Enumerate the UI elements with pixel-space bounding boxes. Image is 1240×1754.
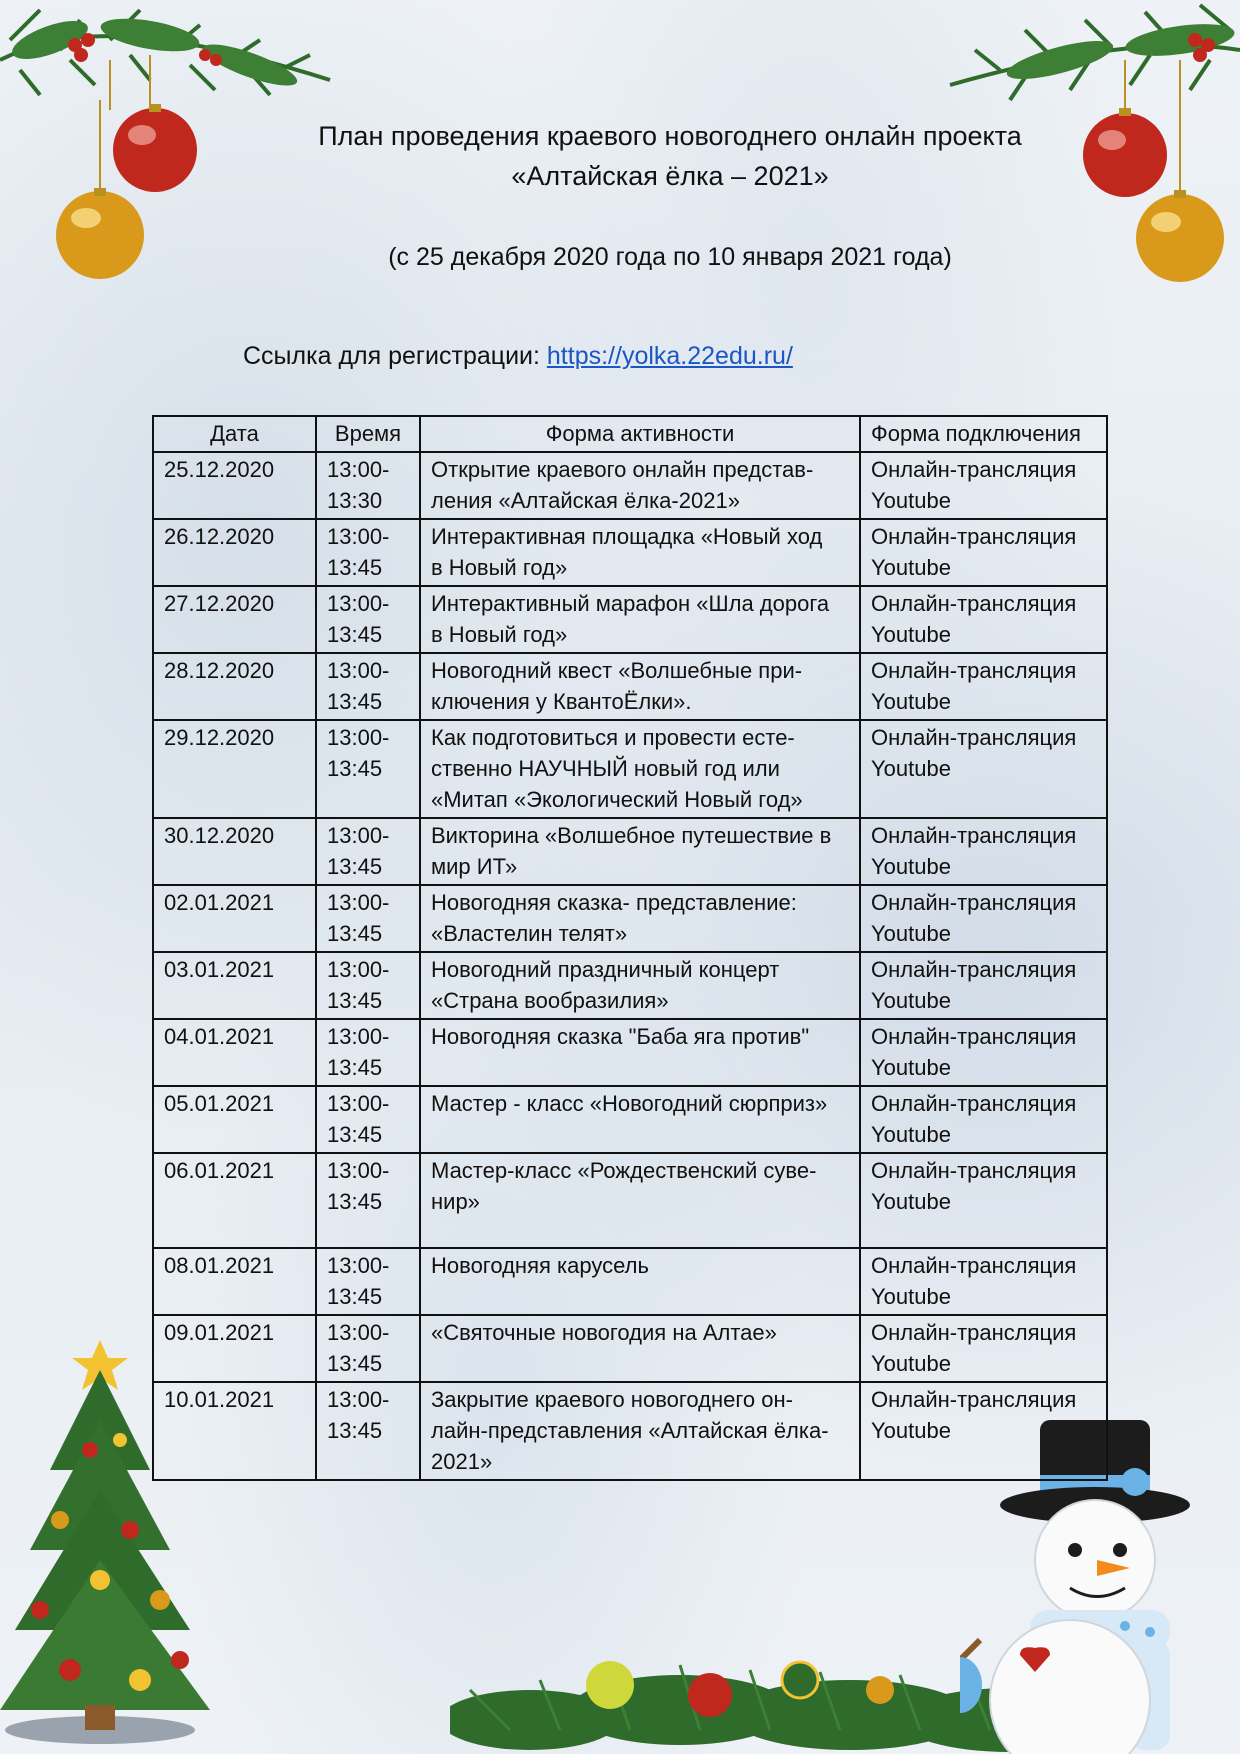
cell-activity — [420, 1086, 860, 1153]
cell-time — [316, 720, 420, 818]
connection-type: Онлайн-трансляция — [871, 524, 1077, 549]
schedule-table — [152, 415, 1108, 1481]
cell-connection — [860, 952, 1107, 1019]
cell-activity — [420, 653, 860, 720]
table-row — [153, 1315, 1107, 1382]
connection-type: Онлайн-трансляция — [871, 457, 1077, 482]
connection-type: Онлайн-трансляция — [871, 1024, 1077, 1049]
time-end: 13:45 — [327, 921, 383, 946]
activity-line: Новогодний праздничный концерт — [431, 957, 780, 982]
cell-time — [316, 653, 420, 720]
cell-date: 10.01.2021 — [153, 1382, 316, 1480]
activity-line: Закрытие краевого новогоднего он- — [431, 1387, 793, 1412]
table-row — [153, 1382, 1107, 1480]
cell-activity — [420, 952, 860, 1019]
connection-platform: Youtube — [871, 689, 951, 714]
connection-type: Онлайн-трансляция — [871, 591, 1077, 616]
connection-type: Онлайн-трансляция — [871, 1253, 1077, 1278]
time-start: 13:00- — [327, 1253, 390, 1278]
column-header-activity: Форма активности — [420, 416, 860, 452]
cell-date: 06.01.2021 — [153, 1153, 316, 1248]
cell-date: 08.01.2021 — [153, 1248, 316, 1315]
table-row — [153, 586, 1107, 653]
activity-line: «Митап «Экологический Новый год» — [431, 787, 803, 812]
table-header-row — [153, 416, 1107, 452]
cell-connection — [860, 818, 1107, 885]
activity-line: Мастер-класс «Рождественский суве- — [431, 1158, 817, 1183]
cell-date: 26.12.2020 — [153, 519, 316, 586]
cell-activity — [420, 1382, 860, 1480]
connection-type: Онлайн-трансляция — [871, 890, 1077, 915]
date-range-subtitle: (с 25 декабря 2020 года по 10 января 2021 года) — [388, 243, 952, 271]
table-row — [153, 1086, 1107, 1153]
registration-line — [243, 342, 793, 371]
cell-time — [316, 1315, 420, 1382]
table-row — [153, 519, 1107, 586]
connection-type: Онлайн-трансляция — [871, 1320, 1077, 1345]
time-end: 13:45 — [327, 689, 383, 714]
connection-type: Онлайн-трансляция — [871, 1387, 1077, 1412]
cell-connection — [860, 1153, 1107, 1248]
activity-line: 2021» — [431, 1449, 493, 1474]
time-start: 13:00- — [327, 1320, 390, 1345]
table-row — [153, 452, 1107, 519]
title-line-2: «Алтайская ёлка – 2021» — [511, 161, 829, 191]
registration-link[interactable]: https://yolka.22edu.ru/ — [546, 342, 793, 370]
time-end: 13:45 — [327, 555, 383, 580]
cell-connection — [860, 1382, 1107, 1480]
cell-connection — [860, 1086, 1107, 1153]
cell-activity — [420, 519, 860, 586]
time-start: 13:00- — [327, 1091, 390, 1116]
table-row — [153, 885, 1107, 952]
cell-activity — [420, 586, 860, 653]
table-row — [153, 1153, 1107, 1248]
table-row — [153, 952, 1107, 1019]
connection-platform: Youtube — [871, 1284, 951, 1309]
connection-platform: Youtube — [871, 1189, 951, 1214]
connection-type: Онлайн-трансляция — [871, 957, 1077, 982]
time-start: 13:00- — [327, 823, 390, 848]
time-end: 13:45 — [327, 1122, 383, 1147]
column-header-time: Время — [316, 416, 420, 452]
time-start: 13:00- — [327, 591, 390, 616]
activity-line: ключения у КвантоЁлки». — [431, 689, 692, 714]
activity-line: «Страна вообразилия» — [431, 988, 669, 1013]
time-end: 13:45 — [327, 622, 383, 647]
cell-date: 04.01.2021 — [153, 1019, 316, 1086]
time-end: 13:45 — [327, 1189, 383, 1214]
cell-connection — [860, 519, 1107, 586]
connection-type: Онлайн-трансляция — [871, 1158, 1077, 1183]
connection-platform: Youtube — [871, 921, 951, 946]
time-end: 13:45 — [327, 1055, 383, 1080]
activity-line: Новогодняя карусель — [431, 1253, 649, 1278]
cell-activity — [420, 452, 860, 519]
connection-type: Онлайн-трансляция — [871, 1091, 1077, 1116]
time-end: 13:30 — [327, 488, 383, 513]
cell-time — [316, 452, 420, 519]
cell-activity — [420, 720, 860, 818]
cell-connection — [860, 452, 1107, 519]
activity-line: лайн-представления «Алтайская ёлка- — [431, 1418, 829, 1443]
title-line-1: План проведения краевого новогоднего онлайн проекта — [318, 121, 1022, 151]
activity-line: Как подготовиться и провести есте- — [431, 725, 795, 750]
cell-time — [316, 1248, 420, 1315]
activity-line: в Новый год» — [431, 555, 568, 580]
time-start: 13:00- — [327, 658, 390, 683]
cell-date: 27.12.2020 — [153, 586, 316, 653]
activity-line: Новогодняя сказка- представление: — [431, 890, 797, 915]
connection-type: Онлайн-трансляция — [871, 823, 1077, 848]
time-start: 13:00- — [327, 457, 390, 482]
cell-date: 03.01.2021 — [153, 952, 316, 1019]
activity-line: Интерактивный марафон «Шла дорога — [431, 591, 830, 616]
cell-time — [316, 885, 420, 952]
cell-time — [316, 586, 420, 653]
registration-label: Ссылка для регистрации: — [243, 342, 540, 370]
table-row — [153, 720, 1107, 818]
cell-activity — [420, 885, 860, 952]
time-start: 13:00- — [327, 524, 390, 549]
activity-line: мир ИТ» — [431, 854, 518, 879]
cell-time — [316, 1382, 420, 1480]
cell-connection — [860, 1019, 1107, 1086]
cell-date: 09.01.2021 — [153, 1315, 316, 1382]
cell-activity — [420, 1153, 860, 1248]
activity-line: Мастер - класс «Новогодний сюрприз» — [431, 1091, 828, 1116]
cell-connection — [860, 885, 1107, 952]
cell-date: 28.12.2020 — [153, 653, 316, 720]
cell-date: 05.01.2021 — [153, 1086, 316, 1153]
activity-line: «Святочные новогодия на Алтае» — [431, 1320, 777, 1345]
time-start: 13:00- — [327, 725, 390, 750]
activity-line: «Властелин телят» — [431, 921, 628, 946]
cell-activity — [420, 1315, 860, 1382]
cell-activity — [420, 1248, 860, 1315]
connection-platform: Youtube — [871, 756, 951, 781]
table-row — [153, 818, 1107, 885]
activity-line: Открытие краевого онлайн представ- — [431, 457, 814, 482]
connection-platform: Youtube — [871, 1351, 951, 1376]
time-start: 13:00- — [327, 957, 390, 982]
time-end: 13:45 — [327, 1351, 383, 1376]
time-end: 13:45 — [327, 854, 383, 879]
time-start: 13:00- — [327, 1158, 390, 1183]
connection-platform: Youtube — [871, 488, 951, 513]
cell-date: 30.12.2020 — [153, 818, 316, 885]
activity-line: ления «Алтайская ёлка-2021» — [431, 488, 740, 513]
schedule-body — [153, 452, 1107, 1480]
activity-line: нир» — [431, 1189, 480, 1214]
activity-line: ственно НАУЧНЫЙ новый год или — [431, 756, 780, 781]
connection-platform: Youtube — [871, 555, 951, 580]
cell-connection — [860, 720, 1107, 818]
activity-line: Интерактивная площадка «Новый ход — [431, 524, 823, 549]
connection-type: Онлайн-трансляция — [871, 658, 1077, 683]
connection-platform: Youtube — [871, 1122, 951, 1147]
connection-platform: Youtube — [871, 988, 951, 1013]
cell-time — [316, 952, 420, 1019]
time-end: 13:45 — [327, 1418, 383, 1443]
cell-time — [316, 1086, 420, 1153]
time-start: 13:00- — [327, 1387, 390, 1412]
connection-platform: Youtube — [871, 1055, 951, 1080]
time-end: 13:45 — [327, 756, 383, 781]
table-row — [153, 1019, 1107, 1086]
cell-connection — [860, 586, 1107, 653]
cell-time — [316, 818, 420, 885]
cell-date: 02.01.2021 — [153, 885, 316, 952]
time-start: 13:00- — [327, 1024, 390, 1049]
time-end: 13:45 — [327, 1284, 383, 1309]
cell-connection — [860, 1315, 1107, 1382]
cell-activity — [420, 818, 860, 885]
page-title — [200, 116, 1140, 196]
connection-platform: Youtube — [871, 1418, 951, 1443]
cell-date: 25.12.2020 — [153, 452, 316, 519]
cell-time — [316, 1153, 420, 1248]
activity-line: Новогодняя сказка "Баба яга против" — [431, 1024, 810, 1049]
activity-line: Викторина «Волшебное путешествие в — [431, 823, 832, 848]
connection-platform: Youtube — [871, 622, 951, 647]
time-end: 13:45 — [327, 988, 383, 1013]
table-row — [153, 1248, 1107, 1315]
connection-platform: Youtube — [871, 854, 951, 879]
cell-time — [316, 1019, 420, 1086]
time-start: 13:00- — [327, 890, 390, 915]
cell-time — [316, 519, 420, 586]
connection-type: Онлайн-трансляция — [871, 725, 1077, 750]
cell-connection — [860, 1248, 1107, 1315]
activity-line: Новогодний квест «Волшебные при- — [431, 658, 803, 683]
cell-activity — [420, 1019, 860, 1086]
activity-line: в Новый год» — [431, 622, 568, 647]
cell-connection — [860, 653, 1107, 720]
cell-date: 29.12.2020 — [153, 720, 316, 818]
column-header-date: Дата — [153, 416, 316, 452]
column-header-connection: Форма подключения — [860, 416, 1107, 452]
table-row — [153, 653, 1107, 720]
